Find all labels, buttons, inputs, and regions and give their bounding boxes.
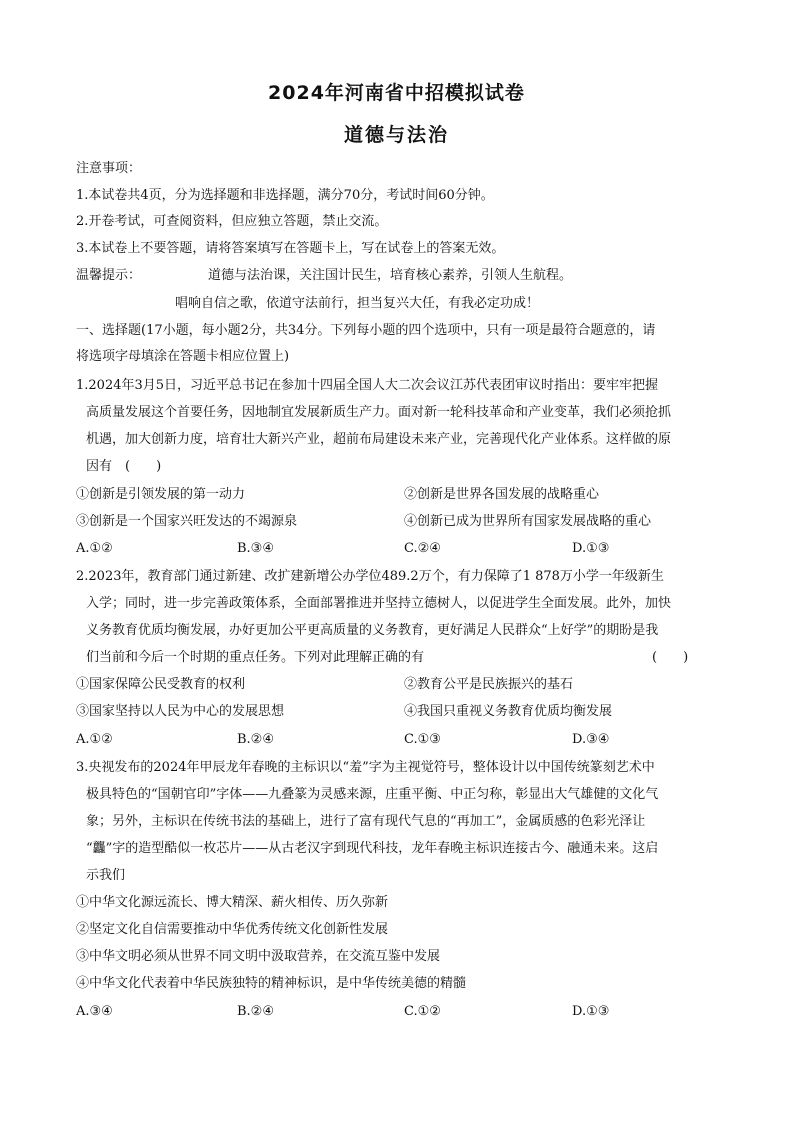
statement: ②坚定文化自信需要推动中华优秀传统文化创新性发展 bbox=[76, 922, 389, 937]
question-stem: 3.央视发布的2024年甲辰龙年春晚的主标识以“羞”字为主视觉符号，整体设计以中国传统篆刻艺术中 bbox=[76, 760, 655, 775]
answer-choice: C.②④ bbox=[404, 541, 441, 556]
statement: ③中华文明必须从世界不同文明中汲取营养，在交流互鉴中发展 bbox=[76, 949, 441, 964]
question-stem: 1.2024年3月5日，习近平总书记在参加十四届全国人大二次会议江苏代表团审议时指出：要牢牢把握 bbox=[76, 378, 659, 393]
statement: ④我国只重视义务教育优质均衡发展 bbox=[404, 704, 613, 719]
answer-choice: C.①② bbox=[404, 1004, 441, 1019]
answer-bracket: ( ) bbox=[652, 650, 689, 665]
statement: ③创新是一个国家兴旺发达的不竭源泉 bbox=[76, 514, 298, 529]
note-item: 2.开卷考试，可查阅资料，但应独立答题，禁止交流。 bbox=[76, 214, 388, 229]
statement: ①创新是引领发展的第一动力 bbox=[76, 487, 246, 502]
answer-choice: D.③④ bbox=[572, 732, 610, 747]
answer-choice: A.③④ bbox=[76, 1004, 113, 1019]
answer-choice: B.③④ bbox=[237, 541, 274, 556]
question-stem: 象；另外，主标识在传统书法的基础上，进行了富有现代气息的“再加工”，金属质感的色彩光泽让 bbox=[86, 814, 646, 829]
question-stem: 义务教育优质均衡发展，办好更加公平更高质量的义务教育，更好满足人民群众“上好学”的期盼是我 bbox=[86, 623, 659, 638]
question-stem: 因有 ( ) bbox=[86, 459, 162, 474]
answer-choice: B.②④ bbox=[237, 732, 274, 747]
question-stem: 高质量发展这个首要任务，因地制宜发展新质生产力。面对新一轮科技革命和产业变革，我们必须抢抓 bbox=[86, 405, 672, 420]
answer-choice: B.②④ bbox=[237, 1004, 274, 1019]
question-stem: 2.2023年，教育部门通过新建、改扩建新增公办学位489.2万个，有力保障了1 878万小学一年级新生 bbox=[76, 569, 664, 584]
statement: ①国家保障公民受教育的权利 bbox=[76, 677, 246, 692]
statement: ②创新是世界各国发展的战略重心 bbox=[404, 487, 600, 502]
section-instructions: 一、选择题(17小题，每小题2分，共34分。下列每小题的四个选项中，只有一项是最符合题意的，请 bbox=[76, 323, 656, 338]
statement: ②教育公平是民族振兴的基石 bbox=[404, 677, 574, 692]
answer-choice: A.①② bbox=[76, 732, 113, 747]
tip-label: 温馨提示： bbox=[76, 268, 142, 283]
subject-title: 道德与法治 bbox=[343, 124, 449, 146]
tip-line: 道德与法治课，关注国计民生，培育核心素养，引领人生航程。 bbox=[208, 268, 573, 283]
section-instructions: 将选项字母填涂在答题卡相应位置上) bbox=[76, 349, 290, 364]
exam-title: 2024年河南省中招模拟试卷 bbox=[268, 82, 525, 104]
question-stem: 们当前和今后一个时期的重点任务。下列对此理解正确的有 bbox=[86, 650, 425, 665]
statement: ④创新已成为世界所有国家发展战略的重心 bbox=[404, 514, 652, 529]
question-stem: 机遇，加大创新力度，培育壮大新兴产业，超前布局建设未来产业，完善现代化产业体系。这样做的原 bbox=[86, 432, 672, 447]
answer-choice: D.①③ bbox=[572, 1004, 610, 1019]
question-stem: “龘”字的造型酷似一枚芯片——从古老汉字到现代科技，龙年春晚主标识连接古今、融通未来。这启 bbox=[86, 841, 659, 856]
question-stem: 示我们 bbox=[86, 868, 126, 883]
tip-line: 唱响自信之歌，依道守法前行，担当复兴大任，有我必定功成！ bbox=[175, 296, 540, 311]
answer-choice: C.①③ bbox=[404, 732, 441, 747]
statement: ④中华文化代表着中华民族独特的精神标识，是中华传统美德的精髓 bbox=[76, 976, 467, 991]
note-item: 1.本试卷共4页，分为选择题和非选择题，满分70分，考试时间60分钟。 bbox=[76, 188, 494, 203]
question-stem: 入学；同时，进一步完善政策体系，全面部署推进并坚持立德树人，以促进学生全面发展。此外，加快 bbox=[86, 596, 672, 611]
answer-choice: A.①② bbox=[76, 541, 113, 556]
note-item: 3.本试卷上不要答题，请将答案填写在答题卡上，写在试卷上的答案无效。 bbox=[76, 241, 505, 256]
statement: ③国家坚持以人民为中心的发展思想 bbox=[76, 704, 285, 719]
question-stem: 极具特色的“国朝官印”字体——九叠篆为灵感来源，庄重平衡、中正匀称，彰显出大气雄健的文化气 bbox=[86, 787, 659, 802]
answer-choice: D.①③ bbox=[572, 541, 610, 556]
statement: ①中华文化源远流长、博大精深、薪火相传、历久弥新 bbox=[76, 895, 389, 910]
notes-heading: 注意事项： bbox=[76, 161, 142, 176]
